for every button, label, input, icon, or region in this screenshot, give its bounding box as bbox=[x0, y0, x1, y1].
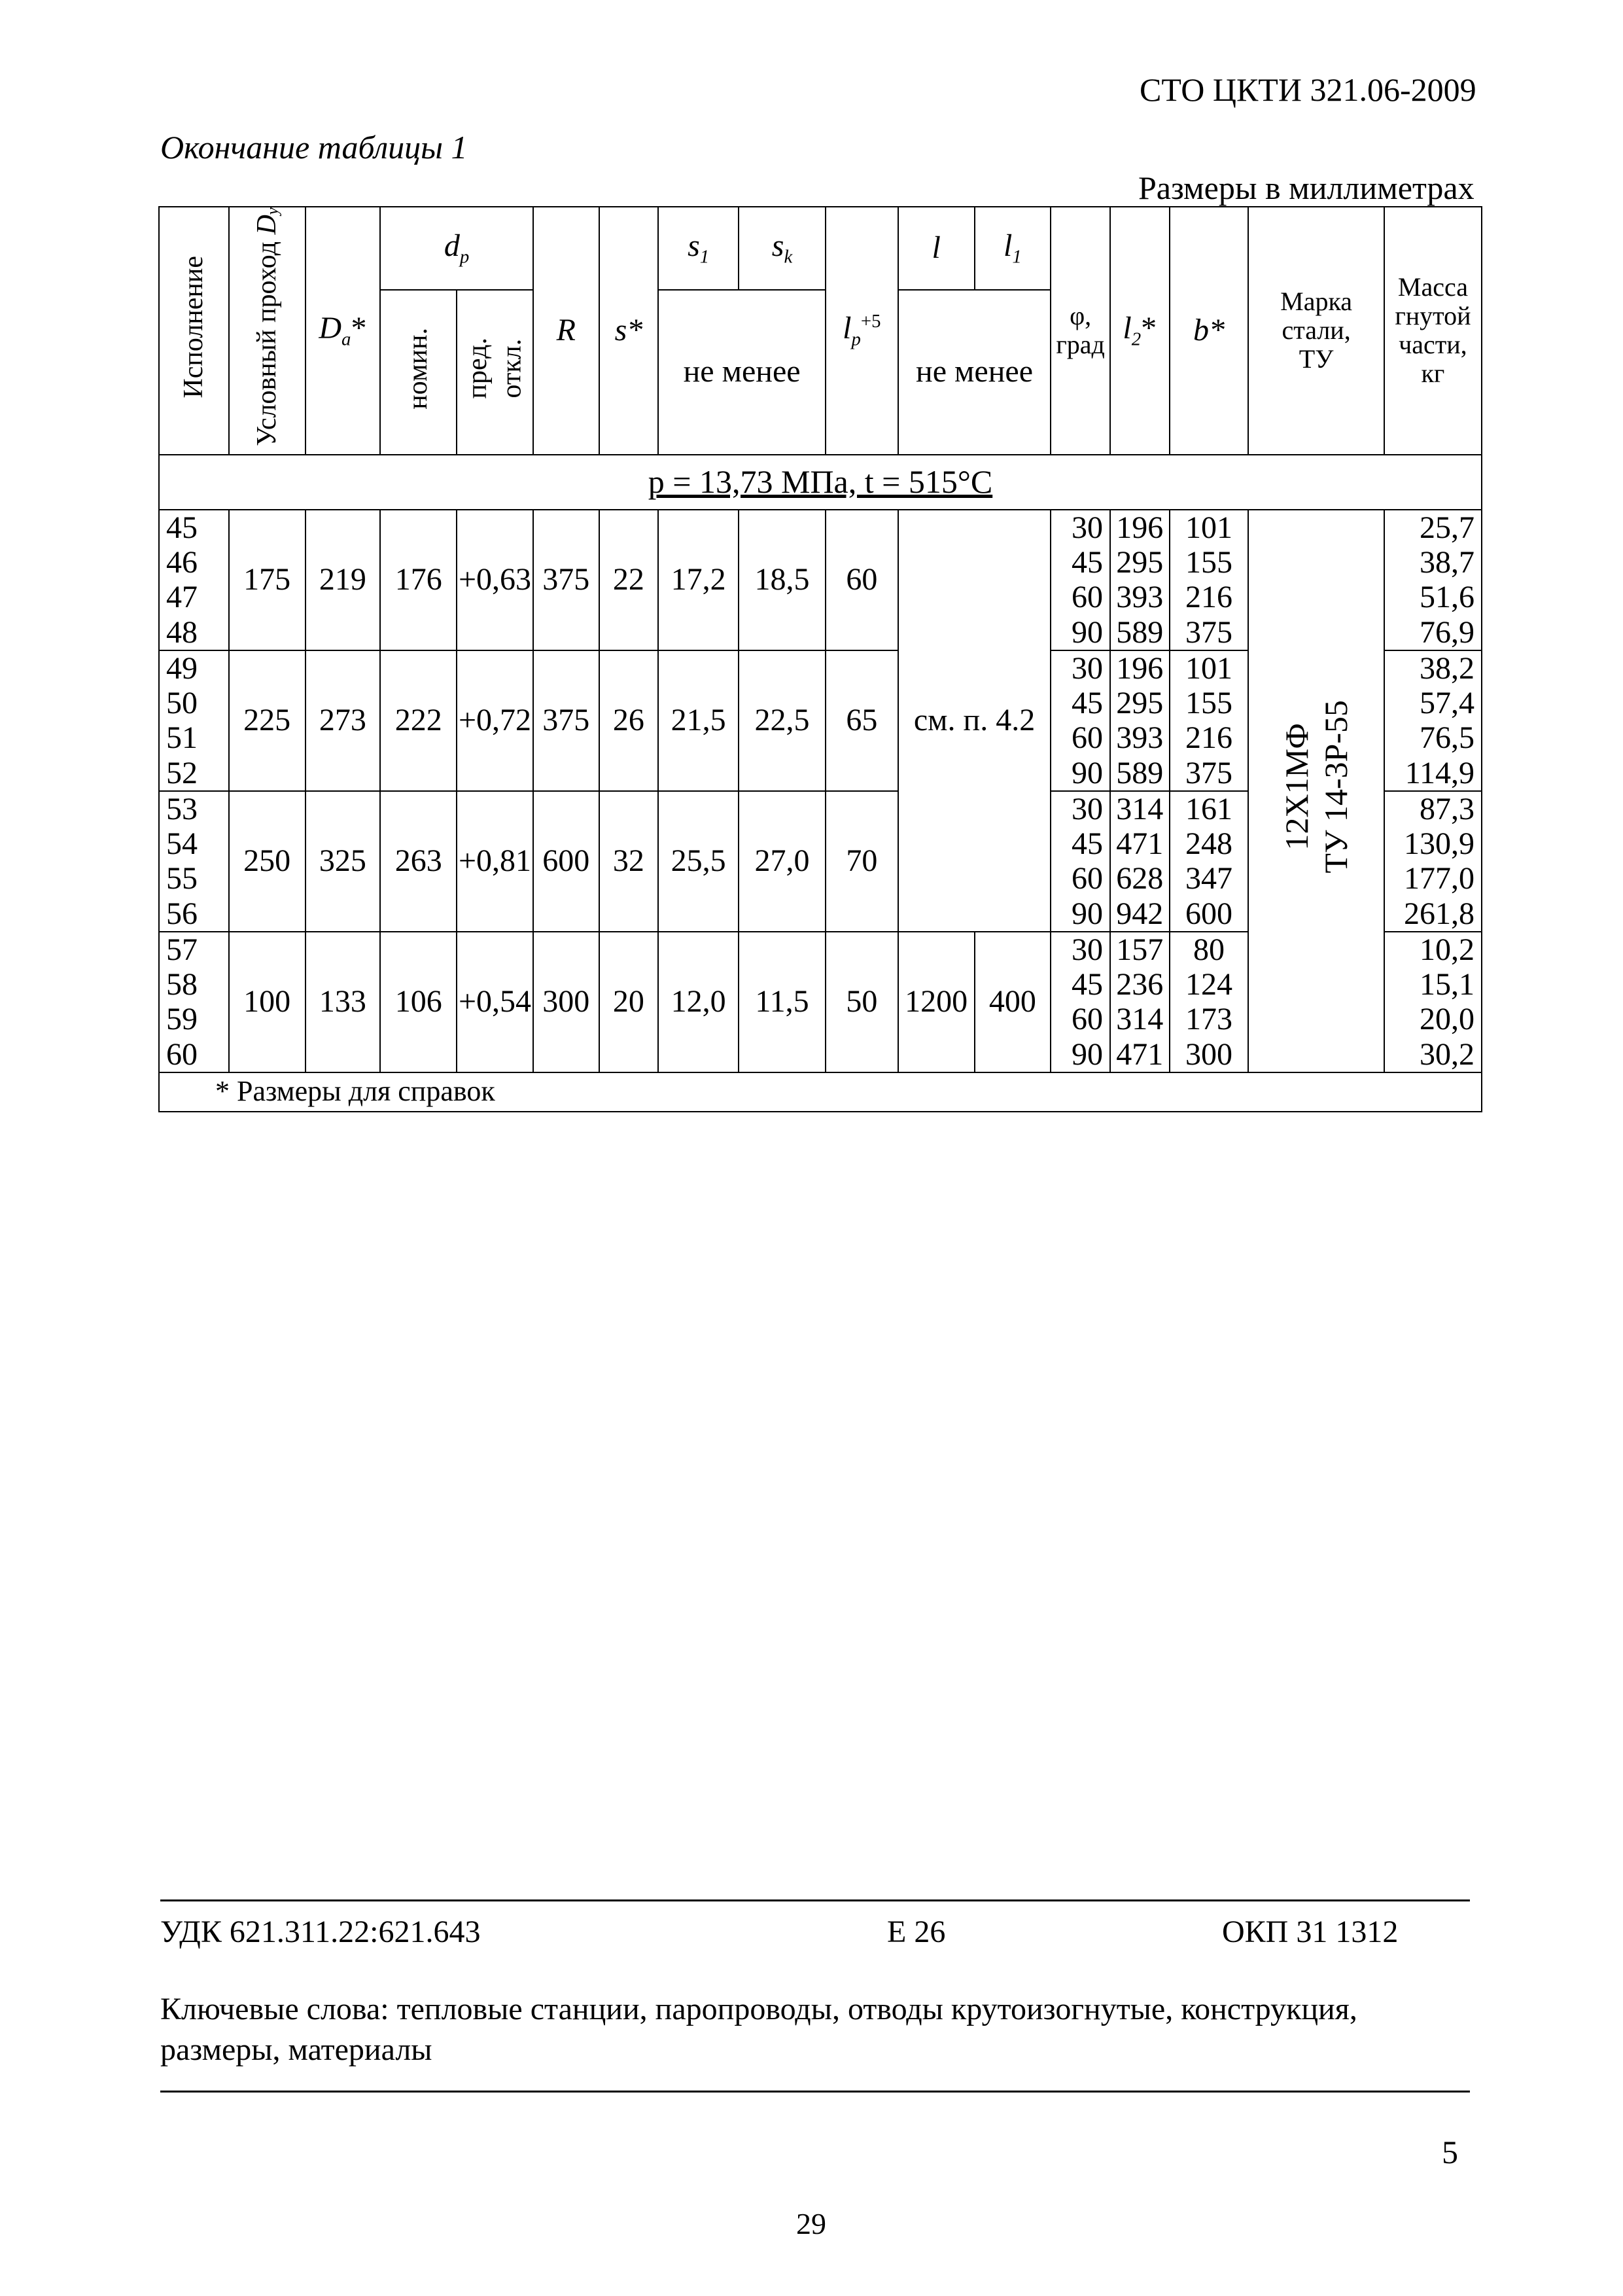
cell-see-note: см. п. 4.2 bbox=[898, 510, 1051, 932]
cell-ispolnenie-value: 46 bbox=[166, 544, 198, 580]
cell-phi-value: 90 bbox=[1071, 1036, 1103, 1072]
cell-phi bbox=[1051, 650, 1110, 791]
cell-dp-dev: +0,72 bbox=[457, 650, 533, 791]
cell-phi-value: 60 bbox=[1071, 720, 1103, 756]
cell-s: 32 bbox=[599, 791, 659, 932]
cell-r: 375 bbox=[533, 650, 599, 791]
cell-mass-value: 76,9 bbox=[1420, 614, 1475, 650]
header-da: $D_a*$ bbox=[305, 207, 381, 455]
cell-s: 20 bbox=[599, 932, 659, 1072]
cell-mass-value: 76,5 bbox=[1420, 720, 1475, 756]
cell-ispolnenie-value: 50 bbox=[166, 685, 198, 720]
cell-ispolnenie-value: 52 bbox=[166, 755, 198, 790]
footer-rule-bottom bbox=[160, 2091, 1470, 2093]
cell-da: 133 bbox=[305, 932, 381, 1072]
cell-b-value: 161 bbox=[1185, 791, 1232, 826]
header-lp: $l_p^{+5}$ bbox=[826, 207, 898, 455]
header-massa: Масса гнутой части, кг bbox=[1384, 207, 1482, 455]
cell-lp: 60 bbox=[826, 510, 898, 650]
cell-b-value: 124 bbox=[1185, 966, 1232, 1002]
header-l: l bbox=[898, 207, 975, 290]
cell-ispolnenie-value: 60 bbox=[166, 1036, 198, 1072]
cell-phi bbox=[1051, 932, 1110, 1072]
cell-b-value: 101 bbox=[1185, 650, 1232, 686]
cell-phi-value: 30 bbox=[1071, 650, 1103, 686]
document-code: СТО ЦКТИ 321.06-2009 bbox=[1140, 71, 1476, 108]
table-body bbox=[159, 510, 1482, 1072]
cell-dy: 100 bbox=[229, 932, 305, 1072]
condition-row bbox=[159, 455, 1482, 510]
table-footnote: * Размеры для справок bbox=[159, 1072, 1482, 1112]
cell-s1: 21,5 bbox=[658, 650, 739, 791]
cell-l2 bbox=[1110, 932, 1170, 1072]
cell-dp-dev: +0,81 bbox=[457, 791, 533, 932]
cell-b-value: 216 bbox=[1185, 580, 1232, 615]
cell-mass-value: 130,9 bbox=[1404, 826, 1475, 861]
cell-l2-value: 236 bbox=[1116, 966, 1164, 1002]
cell-phi-value: 60 bbox=[1071, 580, 1103, 615]
cell-b-value: 80 bbox=[1193, 932, 1225, 967]
page-number-outer: 29 bbox=[796, 2207, 826, 2240]
header-dp-nomin: номин. bbox=[380, 290, 457, 454]
cell-b-value: 347 bbox=[1185, 861, 1232, 896]
header-r: R bbox=[533, 207, 599, 455]
cell-phi-value: 60 bbox=[1071, 1002, 1103, 1037]
cell-mass-value: 30,2 bbox=[1420, 1036, 1475, 1072]
cell-phi-value: 45 bbox=[1071, 826, 1103, 861]
header-b: b* bbox=[1170, 207, 1249, 455]
header-sk: $s_k$ bbox=[739, 207, 826, 290]
header-dp-pred: пред. откл. bbox=[457, 290, 533, 454]
cell-dy: 175 bbox=[229, 510, 305, 650]
header-l2: $l_2*$ bbox=[1110, 207, 1170, 455]
cell-s1: 25,5 bbox=[658, 791, 739, 932]
cell-b-value: 101 bbox=[1185, 510, 1232, 545]
header-dy: Условный проход $D_y$ bbox=[229, 207, 305, 455]
cell-b-value: 300 bbox=[1185, 1036, 1232, 1072]
cell-mass bbox=[1384, 932, 1482, 1072]
cell-mass-value: 177,0 bbox=[1404, 861, 1475, 896]
cell-ispolnenie bbox=[159, 510, 229, 650]
cell-dy: 250 bbox=[229, 791, 305, 932]
cell-sk: 27,0 bbox=[739, 791, 826, 932]
cell-l2-value: 295 bbox=[1116, 685, 1164, 720]
cell-phi-value: 45 bbox=[1071, 685, 1103, 720]
cell-mass-value: 15,1 bbox=[1420, 966, 1475, 1002]
cell-da: 273 bbox=[305, 650, 381, 791]
cell-ispolnenie-value: 54 bbox=[166, 826, 198, 861]
cell-mass-value: 51,6 bbox=[1420, 580, 1475, 615]
cell-ispolnenie-value: 51 bbox=[166, 720, 198, 756]
cell-s: 22 bbox=[599, 510, 659, 650]
cell-mass-value: 38,7 bbox=[1420, 544, 1475, 580]
cell-b-value: 375 bbox=[1185, 614, 1232, 650]
cell-sk: 18,5 bbox=[739, 510, 826, 650]
cell-dp-nom: 263 bbox=[380, 791, 457, 932]
header-l-ne-menee: не менее bbox=[898, 290, 1051, 454]
cell-r: 600 bbox=[533, 791, 599, 932]
cell-dp-dev: +0,63 bbox=[457, 510, 533, 650]
cell-l2-value: 393 bbox=[1116, 580, 1164, 615]
cell-mass-value: 114,9 bbox=[1405, 755, 1475, 790]
cell-ispolnenie bbox=[159, 791, 229, 932]
header-row-1 bbox=[159, 207, 1482, 290]
cell-s1: 12,0 bbox=[658, 932, 739, 1072]
cell-dy: 225 bbox=[229, 650, 305, 791]
cell-l2-value: 471 bbox=[1116, 826, 1164, 861]
cell-phi-value: 90 bbox=[1071, 755, 1103, 790]
units-note: Размеры в миллиметрах bbox=[1138, 169, 1475, 206]
cell-l2-value: 589 bbox=[1116, 614, 1164, 650]
cell-ispolnenie-value: 57 bbox=[166, 932, 198, 967]
cell-da: 325 bbox=[305, 791, 381, 932]
cell-l2-value: 393 bbox=[1116, 720, 1164, 756]
material-text: 12Х1МФ ТУ 14-3Р-55 bbox=[1278, 700, 1355, 874]
cell-sk: 11,5 bbox=[739, 932, 826, 1072]
cell-ispolnenie-value: 47 bbox=[166, 580, 198, 615]
cell-ispolnenie-value: 45 bbox=[166, 510, 198, 545]
cell-dp-nom: 222 bbox=[380, 650, 457, 791]
cell-phi bbox=[1051, 510, 1110, 650]
cell-l2-value: 314 bbox=[1116, 791, 1164, 826]
cell-lp: 70 bbox=[826, 791, 898, 932]
cell-b-value: 600 bbox=[1185, 896, 1232, 931]
cell-sk: 22,5 bbox=[739, 650, 826, 791]
cell-dp-nom: 106 bbox=[380, 932, 457, 1072]
cell-r: 375 bbox=[533, 510, 599, 650]
cell-l2 bbox=[1110, 650, 1170, 791]
cell-s: 26 bbox=[599, 650, 659, 791]
cell-phi-value: 90 bbox=[1071, 896, 1103, 931]
cell-l2-value: 314 bbox=[1116, 1002, 1164, 1037]
cell-l: 1200 bbox=[898, 932, 975, 1072]
cell-phi-value: 30 bbox=[1071, 510, 1103, 545]
cell-b-value: 155 bbox=[1185, 685, 1232, 720]
cell-l1: 400 bbox=[975, 932, 1051, 1072]
e-code: Е 26 bbox=[887, 1915, 946, 1949]
cell-phi-value: 30 bbox=[1071, 791, 1103, 826]
cell-ispolnenie bbox=[159, 932, 229, 1072]
cell-b bbox=[1170, 932, 1249, 1072]
header-dp: $d_p$ bbox=[380, 207, 533, 290]
cell-lp: 50 bbox=[826, 932, 898, 1072]
table-row bbox=[159, 510, 1482, 650]
cell-b-value: 375 bbox=[1185, 755, 1232, 790]
cell-b bbox=[1170, 510, 1249, 650]
cell-mass bbox=[1384, 791, 1482, 932]
cell-ispolnenie-value: 48 bbox=[166, 614, 198, 650]
cell-s1: 17,2 bbox=[658, 510, 739, 650]
cell-l2-value: 589 bbox=[1116, 755, 1164, 790]
cell-l2-value: 628 bbox=[1116, 861, 1164, 896]
cell-b bbox=[1170, 791, 1249, 932]
cell-da: 219 bbox=[305, 510, 381, 650]
page-number-inner: 5 bbox=[1442, 2134, 1458, 2170]
cell-mass bbox=[1384, 650, 1482, 791]
cell-mass-value: 87,3 bbox=[1420, 791, 1475, 826]
cell-l2 bbox=[1110, 510, 1170, 650]
cell-l2-value: 471 bbox=[1116, 1036, 1164, 1072]
cell-l2-value: 157 bbox=[1116, 932, 1164, 967]
header-ispolnenie: Исполнение bbox=[159, 207, 229, 455]
cell-mass-value: 20,0 bbox=[1420, 1002, 1475, 1037]
header-s-ne-menee: не менее bbox=[658, 290, 826, 454]
header-marka: Марка стали, ТУ bbox=[1248, 207, 1384, 455]
cell-ispolnenie-value: 49 bbox=[166, 650, 198, 686]
cell-ispolnenie-value: 58 bbox=[166, 966, 198, 1002]
cell-b-value: 216 bbox=[1185, 720, 1232, 756]
footnote-row bbox=[159, 1072, 1482, 1112]
cell-phi-value: 90 bbox=[1071, 614, 1103, 650]
cell-material bbox=[1248, 510, 1384, 1072]
footer-rule-top bbox=[160, 1899, 1470, 1901]
cell-ispolnenie bbox=[159, 650, 229, 791]
cell-b bbox=[1170, 650, 1249, 791]
cell-mass-value: 25,7 bbox=[1420, 510, 1475, 545]
cell-phi-value: 45 bbox=[1071, 966, 1103, 1002]
cell-ispolnenie-value: 53 bbox=[166, 791, 198, 826]
cell-l2 bbox=[1110, 791, 1170, 932]
cell-ispolnenie-value: 56 bbox=[166, 896, 198, 931]
udc-code: УДК 621.311.22:621.643 bbox=[160, 1915, 481, 1949]
cell-phi-value: 45 bbox=[1071, 544, 1103, 580]
cell-l2-value: 196 bbox=[1116, 510, 1164, 545]
cell-phi-value: 30 bbox=[1071, 932, 1103, 967]
cell-b-value: 173 bbox=[1185, 1002, 1232, 1037]
header-l1: $l_1$ bbox=[975, 207, 1051, 290]
cell-ispolnenie-value: 59 bbox=[166, 1002, 198, 1037]
cell-b-value: 248 bbox=[1185, 826, 1232, 861]
keywords: Ключевые слова: тепловые станции, паропроводы, отводы крутоизогнутые, конструкция, размеры, материалы bbox=[160, 1992, 1357, 2068]
cell-dp-nom: 176 bbox=[380, 510, 457, 650]
header-s: s* bbox=[599, 207, 659, 455]
header-phi: φ, град bbox=[1051, 207, 1110, 455]
condition-cell: р = 13,73 МПа, t = 515°С bbox=[159, 455, 1482, 510]
cell-phi-value: 60 bbox=[1071, 861, 1103, 896]
cell-mass-value: 261,8 bbox=[1404, 896, 1475, 931]
cell-l2-value: 942 bbox=[1116, 896, 1164, 931]
cell-ispolnenie-value: 55 bbox=[166, 861, 198, 896]
okp-code: ОКП 31 1312 bbox=[1222, 1915, 1399, 1949]
cell-dp-dev: +0,54 bbox=[457, 932, 533, 1072]
cell-phi bbox=[1051, 791, 1110, 932]
cell-mass-value: 38,2 bbox=[1420, 650, 1475, 686]
header-s1: $s_1$ bbox=[658, 207, 739, 290]
table-continuation-caption: Окончание таблицы 1 bbox=[160, 129, 468, 166]
cell-lp: 65 bbox=[826, 650, 898, 791]
cell-mass-value: 57,4 bbox=[1420, 685, 1475, 720]
dimensions-table bbox=[158, 206, 1482, 1112]
cell-r: 300 bbox=[533, 932, 599, 1072]
cell-mass-value: 10,2 bbox=[1420, 932, 1475, 967]
cell-mass bbox=[1384, 510, 1482, 650]
cell-l2-value: 295 bbox=[1116, 544, 1164, 580]
cell-b-value: 155 bbox=[1185, 544, 1232, 580]
cell-l2-value: 196 bbox=[1116, 650, 1164, 686]
